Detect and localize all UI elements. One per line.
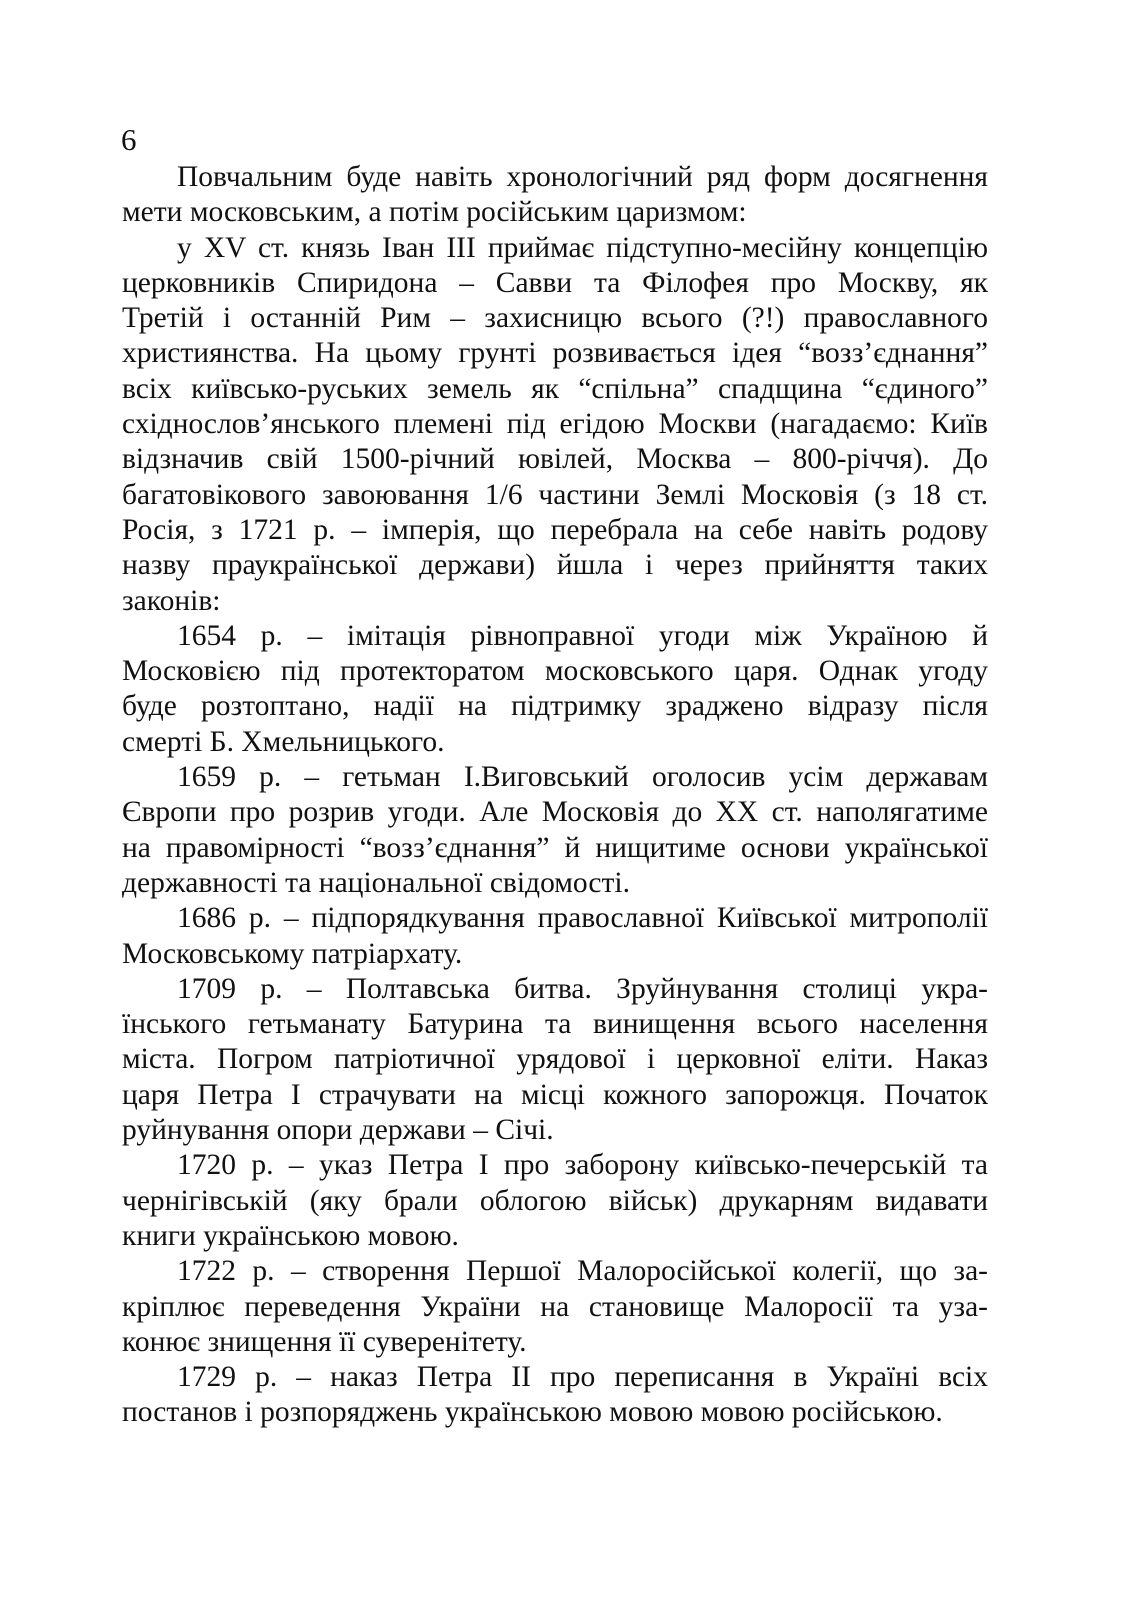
paragraph-intro [122, 160, 988, 231]
text-line: Росія, з 1721 р. – імперія, що перебрала на себе навіть родову [122, 513, 988, 546]
text-line: християнства. На цьому грунті розвивається ідея “возз’єднання” [122, 337, 988, 370]
text-line: відзначив свій 1500-річний ювілей, Москва – 800-річчя). До [122, 443, 988, 476]
text-line: 1709 р. – Полтавська битва. Зруйнування столиці укра- [177, 972, 988, 1005]
text-line: книги українською мовою. [122, 1219, 459, 1252]
text-line: буде розтоптано, надії на підтримку зраджено відразу після [122, 690, 988, 723]
text-line: Повчальним буде навіть хронологічний ряд форм досягнення [177, 161, 988, 193]
paragraph-1709 [122, 972, 988, 1148]
text-line: конює знищення її суверенітету. [122, 1325, 527, 1358]
text-line: 1722 р. – створення Першої Малоросійської колегії, що за- [177, 1255, 988, 1288]
text-line: міста. Погром патріотичної урядової і церковної еліти. Наказ [122, 1043, 988, 1076]
text-line: церковників Спиридона – Савви та Філофея про Москву, як [122, 266, 988, 299]
text-line: у XV ст. князь Іван III приймає підступно-месійну концепцію [177, 231, 988, 264]
paragraph-1722 [122, 1254, 988, 1360]
text-line: Московському патріархату. [122, 937, 463, 970]
text-line: мети московським, а потім російським царизмом: [122, 196, 747, 229]
text-line: 1654 р. – імітація рівноправної угоди між Україною й [177, 619, 988, 652]
text-line: кріплює переведення України на становище Малоросії та уза- [122, 1290, 988, 1323]
text-line: назву праукраїнської держави) йшла і через прийняття таких [122, 549, 988, 582]
paragraph-1686 [122, 901, 988, 972]
paragraph-1659 [122, 760, 988, 901]
text-line: 1720 р. – указ Петра І про заборону київсько-печерській та [177, 1149, 988, 1182]
paragraph-xv-century [122, 231, 988, 619]
text-line: Московією під протекторатом московського царя. Однак угоду [122, 655, 988, 688]
text-line: 1659 р. – гетьман І.Виговський оголосив усім державам [177, 761, 988, 794]
text-line: 1686 р. – підпорядкування православної Київської митрополії [177, 902, 988, 935]
text-line: на правомірності “возз’єднання” й нищитиме основи української [122, 831, 988, 864]
text-line: багатовікового завоювання 1/6 частини Землі Московія (з 18 ст. [122, 478, 988, 511]
body-text [122, 160, 988, 1431]
paragraph-1729 [122, 1360, 988, 1431]
text-line: східнослов’янського племені під егідою Москви (нагадаємо: Київ [122, 408, 988, 441]
text-line: 1729 р. – наказ Петра ІІ про переписання в Україні всіх [177, 1361, 988, 1394]
text-line: руйнування опори держави – Січі. [122, 1114, 554, 1147]
text-line: Європи про розрив угоди. Але Московія до XX ст. наполягатиме [122, 796, 988, 829]
text-line: чернігівській (яку брали облогою військ) друкарням видавати [122, 1184, 988, 1217]
text-line: державності та національної свідомості. [122, 866, 630, 899]
text-line: постанов і розпоряджень українською мовою мовою російською. [122, 1396, 943, 1429]
text-line: Третій і останній Рим – захисницю всього (?!) православного [122, 302, 988, 335]
text-line: всіх київсько-руських земель як “спільна” спадщина “єдиного” [122, 372, 988, 405]
page-number: 6 [121, 122, 137, 157]
text-line: законів: [122, 584, 221, 617]
paragraph-1654 [122, 619, 988, 760]
paragraph-1720 [122, 1148, 988, 1254]
text-line: смерті Б. Хмельницького. [122, 725, 445, 758]
text-line: царя Петра І страчувати на місці кожного запорожця. Початок [122, 1078, 988, 1111]
text-line: їнського гетьманату Батурина та винищення всього населення [122, 1008, 988, 1041]
